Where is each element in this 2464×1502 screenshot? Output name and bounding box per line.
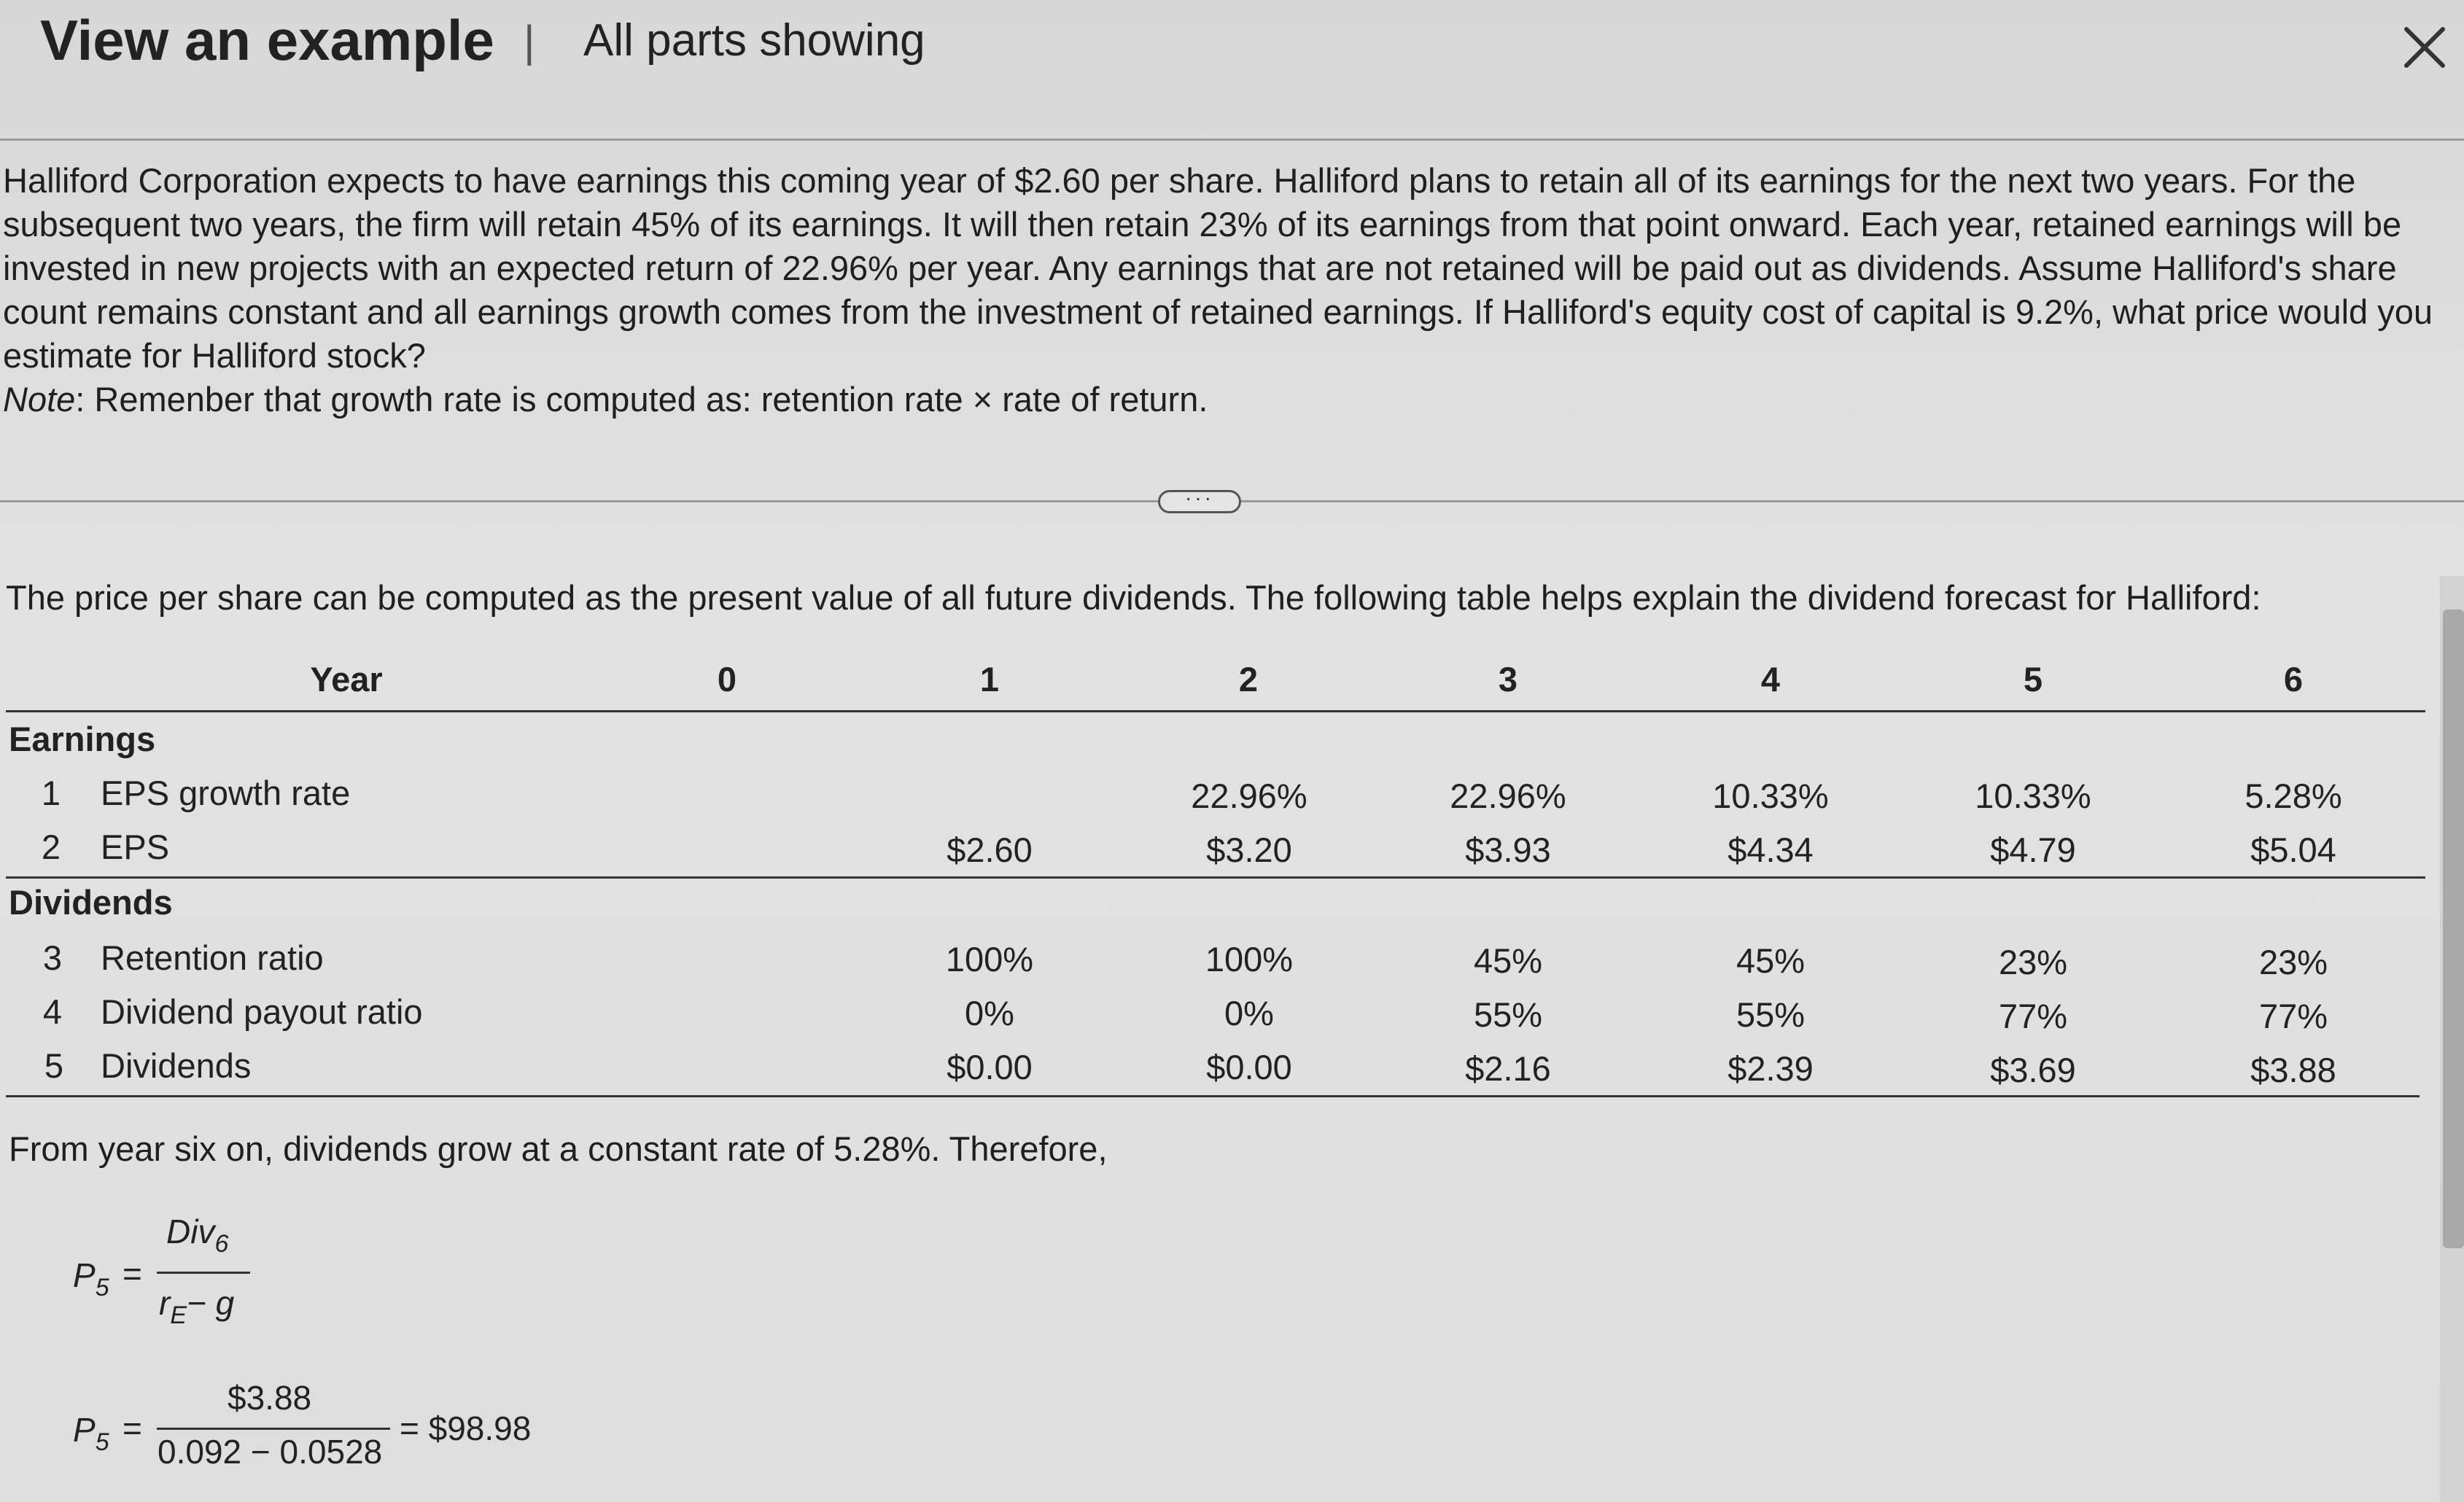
cell-eps-4: $4.34	[1727, 830, 1814, 869]
year-col-1: 1	[979, 660, 1000, 699]
formula2-numerator: $3.88	[228, 1379, 312, 1417]
formula1-r: r	[159, 1284, 171, 1322]
formula1-p: P	[73, 1256, 96, 1294]
cell-dividends-5: $3.69	[1990, 1051, 2076, 1089]
cell-eps-2: $3.20	[1206, 830, 1292, 869]
formula2-denominator: 0.092 − 0.0528	[158, 1433, 383, 1471]
year-col-4: 4	[1760, 660, 1781, 699]
header	[0, 0, 2464, 139]
year-col-5: 5	[2023, 660, 2043, 699]
cell-retention-1: 100%	[945, 940, 1034, 978]
row-label-dividends: Dividends	[101, 1046, 252, 1085]
formula2-p: P	[73, 1411, 96, 1449]
cell-payout-3: 55%	[1473, 995, 1543, 1034]
cell-eps-growth-4: 10.33%	[1712, 777, 1829, 815]
section-earnings: Earnings	[9, 720, 156, 758]
formula2-result: = $98.98	[400, 1409, 532, 1447]
cell-eps-growth-3: 22.96%	[1450, 777, 1566, 815]
cell-dividends-1: $0.00	[947, 1048, 1033, 1086]
cell-retention-5: 23%	[1998, 943, 2068, 981]
cell-eps-1: $2.60	[947, 830, 1033, 869]
note-line	[3, 378, 2460, 421]
cell-eps-5: $4.79	[1990, 830, 2076, 869]
row-number: 1	[41, 774, 61, 812]
cell-retention-2: 100%	[1205, 940, 1294, 978]
cell-dividends-3: $2.16	[1465, 1049, 1551, 1088]
cell-eps-growth-2: 22.96%	[1191, 777, 1307, 815]
year-col-6: 6	[2283, 660, 2304, 699]
problem-text: Halliford Corporation expects to have earnings this coming year of $2.60 per share. Halliford plans to retain all of its earnings for the next two years. For the subsequent two years, the firm will retain 45% of its earnings. It will then retain 23% of its earnings from that point onward. Each year, retained earnings will be invested in new projects with an expected return of 22.96% per year. Any earnings that are not retained will be paid out as dividends. Assume Halliford's share count remains constant and all earnings growth comes from the investment of retained earnings. If Halliford's equity cost of capital is 9.2%, what price would you estimate for Halliford stock?	[3, 161, 2433, 375]
expand-button[interactable]	[1158, 486, 1241, 513]
row-label-payout: Dividend payout ratio	[101, 992, 423, 1031]
formula1-equals: =	[123, 1255, 142, 1293]
cell-dividends-4: $2.39	[1727, 1049, 1814, 1088]
cell-eps-6: $5.04	[2250, 830, 2336, 869]
year-col-0: 0	[717, 660, 737, 699]
formula1-p-sub: 5	[95, 1274, 109, 1301]
year-col-3: 3	[1498, 660, 1518, 699]
formula1-fraction-bar	[157, 1272, 250, 1274]
close-icon[interactable]	[2399, 22, 2450, 73]
formula2-lhs	[73, 1410, 109, 1457]
note-text: : Remenber that growth rate is computed as: retention rate × rate of return.	[75, 380, 1208, 419]
scrollbar-thumb[interactable]	[2443, 610, 2464, 1248]
cell-eps-3: $3.93	[1465, 830, 1551, 869]
cell-payout-5: 77%	[1998, 997, 2068, 1035]
formula1-lhs	[73, 1256, 109, 1302]
cell-retention-4: 45%	[1736, 941, 1806, 980]
year-header: Year	[310, 660, 383, 699]
page-subtitle: All parts showing	[583, 15, 925, 66]
formula2-fraction-bar	[157, 1428, 390, 1430]
cell-payout-2: 0%	[1224, 994, 1274, 1032]
table-bottom-rule	[6, 1095, 2420, 1097]
formula1-minus-g: − g	[187, 1284, 235, 1322]
more-icon: ···	[1185, 486, 1214, 509]
earnings-section-rule	[6, 876, 2425, 879]
header-divider	[0, 139, 2464, 141]
cell-retention-6: 23%	[2258, 943, 2328, 981]
formula1-denominator	[159, 1283, 234, 1330]
year-col-2: 2	[1238, 660, 1259, 699]
cell-retention-3: 45%	[1473, 941, 1543, 980]
formula1-numerator	[166, 1212, 228, 1258]
formula2-equals: =	[123, 1409, 142, 1447]
cell-eps-growth-5: 10.33%	[1975, 777, 2091, 815]
title-separator: |	[524, 17, 535, 66]
formula1-r-sub: E	[170, 1301, 187, 1329]
cell-eps-growth-6: 5.28%	[2245, 777, 2342, 815]
page-title: View an example	[40, 8, 494, 72]
row-label-retention: Retention ratio	[101, 938, 324, 977]
cell-payout-6: 77%	[2258, 997, 2328, 1035]
formula1-div: Div	[166, 1213, 215, 1250]
solution-intro: The price per share can be computed as the present value of all future dividends. The following table helps explain the dividend forecast for Halliford:	[6, 578, 2261, 617]
row-number: 5	[44, 1046, 64, 1085]
cell-payout-1: 0%	[965, 994, 1014, 1032]
cell-payout-4: 55%	[1736, 995, 1806, 1034]
cell-dividends-2: $0.00	[1206, 1048, 1292, 1086]
note-label: Note	[3, 380, 76, 419]
row-number: 3	[42, 938, 63, 977]
formula2-p-sub: 5	[95, 1428, 109, 1456]
growth-conclusion: From year six on, dividends grow at a constant rate of 5.28%. Therefore,	[9, 1129, 1108, 1168]
cell-dividends-6: $3.88	[2250, 1051, 2336, 1089]
row-number: 4	[42, 992, 63, 1031]
problem-statement	[3, 159, 2460, 421]
row-label-eps-growth: EPS growth rate	[101, 774, 351, 812]
close-icon-glyph	[2399, 22, 2450, 73]
section-dividends: Dividends	[9, 883, 173, 922]
table-header-rule	[6, 710, 2425, 712]
row-label-eps: EPS	[101, 828, 170, 866]
row-number: 2	[41, 828, 61, 866]
formula1-div-sub: 6	[214, 1230, 229, 1258]
